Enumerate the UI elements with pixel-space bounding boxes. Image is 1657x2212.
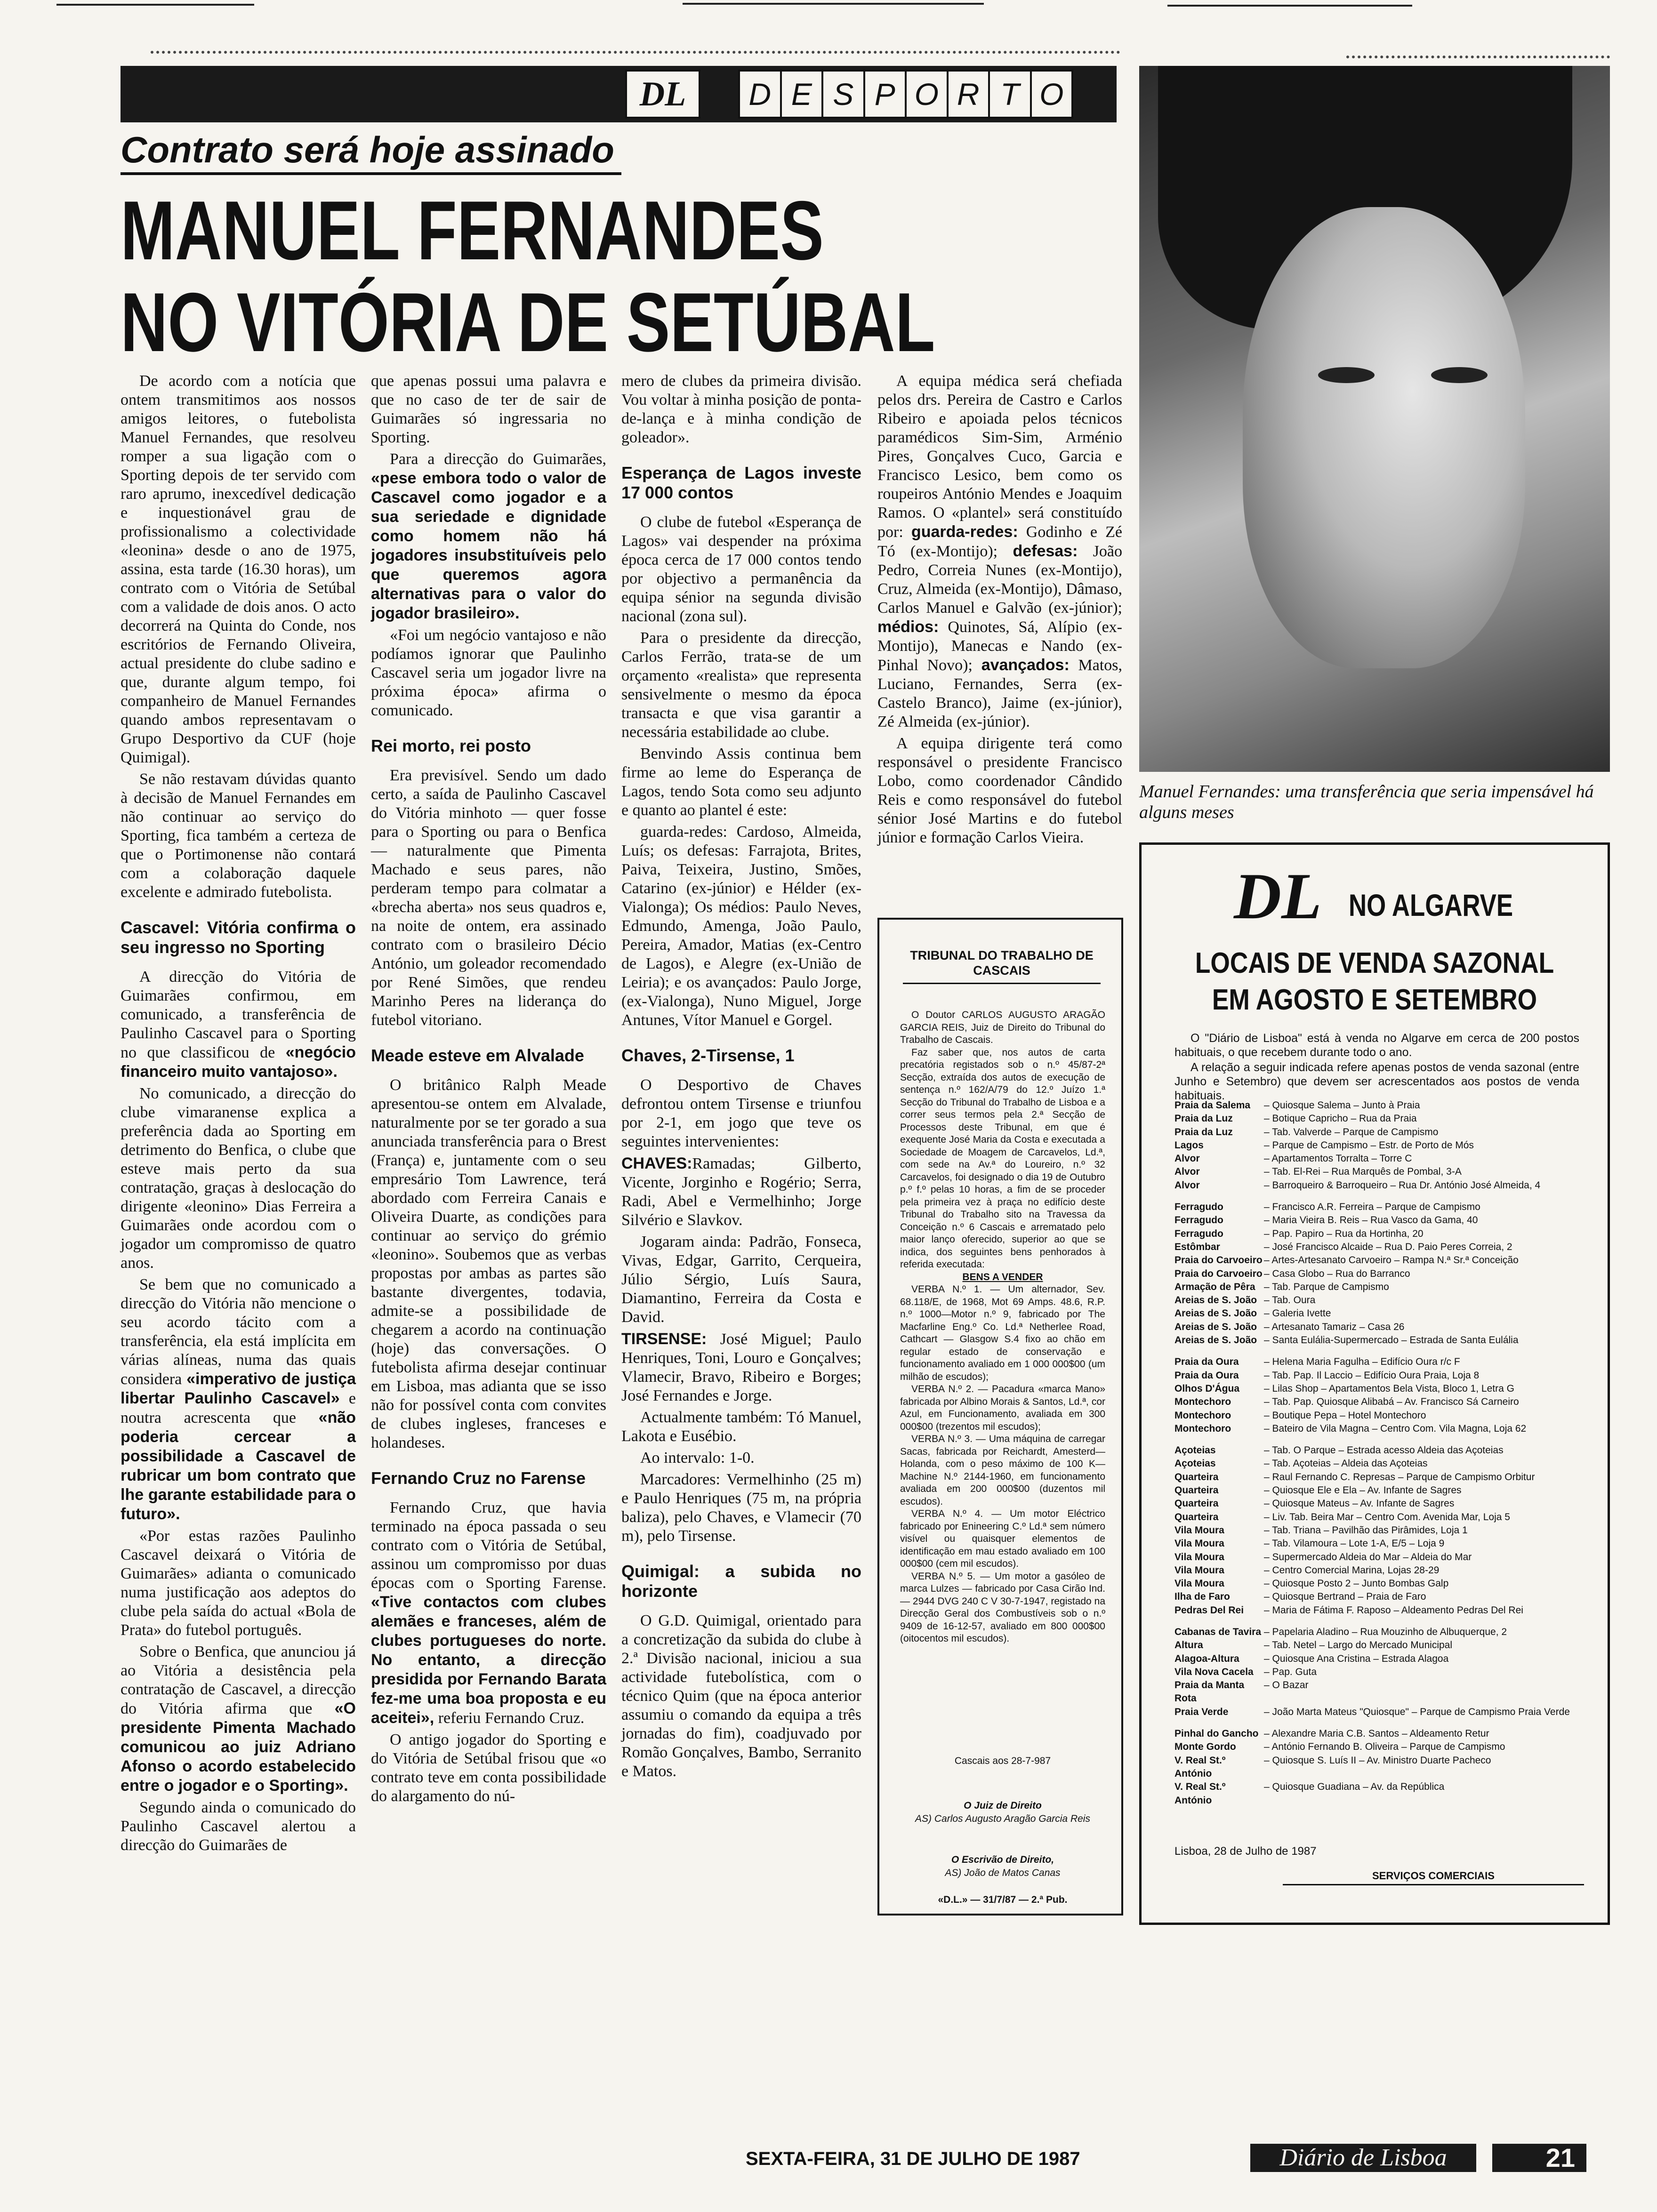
location-row xyxy=(1174,1471,1589,1484)
legal-notice: TRIBUNAL DO TRABALHO DE CASCAIS O Doutor CARLOS AUGUSTO ARAGÃO GARCIA REIS, Juiz de Direito do Tribunal do Trabalho de Cascais. Faz saber que, nos autos de carta precatória registados sob o n.º 45/87-2ª Secção, extraída dos autos de execução de sentença n.º 162/A/79 do 12.º Juízo 1.ª Secção do Tribunal do Trabalho de Lisboa e a correr seus termos pela 2.ª Secção de Processos deste Tribunal, em que é exequente José Maria da Costa e executada a Sociedade de Moagem de Carcavelos, Ld.ª, com sede na Av.ª do Loureiro, n.º 32 Carcavelos, foi designado o dia 19 de Outubro p.º f.º pelas 10 horas, a fim de se proceder pela primeira vez à praça no edifício deste Tribunal do Trabalho sito na Travessa da Conceição n.º 6 Cascais e arrematado pelo maior lanço oferecido, superior ao que se indica, dos seguintes bens penhorados à referida executada: BENS A VENDER VERBA N.º 1. — Um alternador, Sev. 68.118/E, de 1968, Mot 69 Amps. 48.6, R.P. n.º 1000—Motor n.º 9, fabricado por The Macfarline Eng.º Co. Ld.ª Netherlee Road, Cathcart — Glasgow S.4 fixo ao chão em regular estado de conservação e funcionamento avaliado em 1 000 000$00 (um milhão de escudos); VERBA N.º 2. — Pacadura «marca Mano» fabricada por Albino Morais & Santos, Ld.ª, cor Azul, em Funcionamento, avaliada em 300 000$00 (trezentos mil escudos); VERBA N.º 3. — Uma máquina de carregar Sacas, fabricada por Reichardt, Amesterd—Holanda, com o peso máximo de 100 K—Machine N.º 2144-1960, em funcionamento avaliada em 200 000$00 (duzentos mil escudos). VERBA N.º 4. — Um motor Eléctrico fabricado por Enineering C.º Ld.ª sem número visível ou quaisquer elementos de identificação em mau estado avaliado em 100 000$00 (cem mil escudos). VERBA N.º 5. — Um motor a gasóleo de marca Lulzes — fabricado por Casa Cirão Ind. — 2944 DVG 240 C V 30-7-1947, registado na Direcção Geral dos Combustíveis sob o n.º 9409 de 16-12-57, avaliado em 800 000$00 (oitocentos mil escudos). Cascais aos 28-7-987 O Juiz de Direito AS) Carlos Augusto Aragão Garcia Reis O Escrivão de Direito, AS) João de Matos Canas «D.L.» — 31/7/87 — 2.ª Pub. xyxy=(877,918,1123,1915)
section-name: D E S P O R T O xyxy=(738,70,1073,119)
location-description: – Tab. Pap. Quiosque Alibabá – Av. Francisco Sá Carneiro xyxy=(1264,1396,1519,1408)
location-row xyxy=(1174,1679,1589,1706)
location-place: Areias de S. João xyxy=(1174,1295,1257,1306)
location-place: Praia Verde xyxy=(1174,1706,1229,1717)
location-description: – Tab. Oura xyxy=(1264,1295,1316,1306)
location-place: Ferragudo xyxy=(1174,1202,1223,1213)
location-place: Vila Moura xyxy=(1174,1551,1224,1563)
location-description: – Tab. Parque de Campismo xyxy=(1264,1281,1389,1292)
section-logo: DL xyxy=(625,70,700,119)
location-row xyxy=(1174,1126,1589,1139)
location-row xyxy=(1174,1652,1589,1666)
location-place: Pinhal do Gancho xyxy=(1174,1728,1259,1739)
subhead-rei-morto: Rei morto, rei posto xyxy=(371,736,531,755)
dl-logo: DL xyxy=(1234,860,1322,933)
location-row xyxy=(1174,1740,1589,1754)
location-description: – Helena Maria Fagulha – Edifício Oura r/c F xyxy=(1264,1356,1460,1368)
location-place: Praia do Carvoeiro xyxy=(1174,1255,1263,1266)
location-row xyxy=(1174,1444,1589,1457)
location-place: Ferragudo xyxy=(1174,1215,1223,1226)
location-description: – Pap. Papiro – Rua da Hortinha, 20 xyxy=(1264,1228,1424,1239)
location-description: – O Bazar xyxy=(1264,1680,1309,1691)
location-place: Praia da Luz xyxy=(1174,1126,1233,1138)
location-row xyxy=(1174,1577,1589,1590)
location-description: – Quiosque Salema – Junto à Praia xyxy=(1264,1100,1420,1111)
location-description: – Quiosque Guadiana – Av. da República xyxy=(1264,1781,1445,1793)
location-row xyxy=(1174,1409,1589,1422)
location-row xyxy=(1174,1497,1589,1510)
location-description: – Galeria Ivette xyxy=(1264,1308,1331,1319)
location-place: Praia da Oura xyxy=(1174,1370,1239,1381)
location-row xyxy=(1174,1727,1589,1740)
location-place: Altura xyxy=(1174,1640,1203,1651)
location-description: – Quiosque Ele e Ela – Av. Infante de Sagres xyxy=(1264,1485,1462,1496)
location-description: – Tab. El-Rei – Rua Marquês de Pombal, 3-A xyxy=(1264,1166,1462,1178)
location-description: – Raul Fernando C. Represas – Parque de Campismo Orbitur xyxy=(1264,1471,1535,1483)
location-description: – Tab. Triana – Pavilhão das Pirâmides, Loja 1 xyxy=(1264,1524,1468,1536)
location-place: Vila Moura xyxy=(1174,1564,1224,1576)
location-row xyxy=(1174,1484,1589,1497)
location-description: – Quiosque Bertrand – Praia de Faro xyxy=(1264,1591,1426,1603)
location-description: – Bateiro de Vila Magna – Centro Com. Vila Magna, Loja 62 xyxy=(1264,1423,1527,1434)
legal-title: TRIBUNAL DO TRABALHO DE CASCAIS xyxy=(903,948,1101,984)
location-place: Lagos xyxy=(1174,1139,1204,1151)
headline-line-2: NO VITÓRIA DE SETÚBAL xyxy=(121,275,935,369)
location-row xyxy=(1174,1099,1589,1112)
location-row xyxy=(1174,1254,1589,1267)
location-description: – Alexandre Maria C.B. Santos – Aldeamento Retur xyxy=(1264,1728,1489,1739)
location-description: – Papelaria Aladino – Rua Mouzinho de Albuquerque, 2 xyxy=(1264,1626,1507,1637)
location-row xyxy=(1174,1395,1589,1409)
location-description: – Tab. Açoteias – Aldeia das Açoteias xyxy=(1264,1458,1428,1469)
location-row xyxy=(1174,1382,1589,1395)
location-place: Ilha de Faro xyxy=(1174,1591,1230,1603)
location-row xyxy=(1174,1267,1589,1281)
ad-region: NO ALGARVE xyxy=(1349,888,1513,922)
location-description: – Liv. Tab. Beira Mar – Centro Com. Avenida Mar, Loja 5 xyxy=(1264,1511,1510,1523)
location-place: Praia do Carvoeiro xyxy=(1174,1268,1263,1279)
ad-services: SERVIÇOS COMERCIAIS xyxy=(1283,1870,1584,1885)
top-rule xyxy=(0,0,1657,10)
location-place: Vila Moura xyxy=(1174,1578,1224,1589)
location-place: V. Real St.º António xyxy=(1174,1755,1226,1779)
location-description: – Tab. Netel – Largo do Mercado Municipal xyxy=(1264,1640,1453,1651)
location-place: Praia da Salema xyxy=(1174,1100,1251,1111)
location-description: – Quiosque Mateus – Av. Infante de Sagres xyxy=(1264,1498,1455,1509)
masthead: Diário de Lisboa xyxy=(1250,2144,1476,2172)
page-date: SEXTA-FEIRA, 31 DE JULHO DE 1987 xyxy=(746,2148,1080,2169)
location-row xyxy=(1174,1754,1589,1781)
location-row xyxy=(1174,1165,1589,1178)
location-place: Quarteira xyxy=(1174,1511,1219,1523)
location-place: Montechoro xyxy=(1174,1396,1231,1408)
location-description: – Tab. Pap. Il Laccio – Edifício Oura Praia, Loja 8 xyxy=(1264,1370,1480,1381)
location-description: – Quiosque Ana Cristina – Estrada Alagoa xyxy=(1264,1653,1449,1664)
location-place: Alvor xyxy=(1174,1153,1200,1164)
dotted-rule-right xyxy=(1346,56,1610,58)
location-place: Olhos D'Água xyxy=(1174,1383,1239,1394)
location-description: – João Marta Mateus "Quiosque" – Parque de Campismo Praia Verde xyxy=(1264,1706,1570,1717)
algarve-advertisement xyxy=(1139,842,1610,1925)
location-row xyxy=(1174,1551,1589,1564)
location-row xyxy=(1174,1564,1589,1577)
location-place: Praia da Oura xyxy=(1174,1356,1239,1368)
subhead-quimigal: Quimigal: a subida no horizonte xyxy=(621,1562,861,1601)
dotted-rule-left xyxy=(151,51,1120,54)
subhead-fernando-cruz: Fernando Cruz no Farense xyxy=(371,1468,586,1488)
location-description: – Centro Comercial Marina, Lojas 28-29 xyxy=(1264,1564,1440,1576)
location-row xyxy=(1174,1241,1589,1254)
location-place: Alagoa-Altura xyxy=(1174,1653,1239,1664)
location-row xyxy=(1174,1780,1589,1807)
location-row xyxy=(1174,1294,1589,1307)
location-row xyxy=(1174,1590,1589,1603)
location-place: Praia da Manta Rota xyxy=(1174,1680,1245,1704)
location-row xyxy=(1174,1626,1589,1639)
location-place: Areias de S. João xyxy=(1174,1321,1257,1332)
location-description: – Francisco A.R. Ferreira – Parque de Campismo xyxy=(1264,1202,1480,1213)
player-photo xyxy=(1139,66,1610,772)
legal-body: O Doutor CARLOS AUGUSTO ARAGÃO GARCIA REIS, Juiz de Direito do Tribunal do Trabalho de Cascais. Faz saber que, nos autos de carta precatória registados sob o n.º 45/87-2ª Secção, extraída dos autos de execução de sentença n.º 162/A/79 do 12.º Juízo 1.ª Secção do Tribunal do Trabalho de Lisboa e a correr seus termos pela 2.ª Secção de Processos deste Tribunal, em que é exequente José Maria da Costa e executada a Sociedade de Moagem de Carcavelos, Ld.ª, com sede na Av.ª do Loureiro, n.º 32 Carcavelos, foi designado o dia 19 de Outubro p.º f.º pelas 10 horas, a fim de se proceder pela primeira vez à praça no edifício deste Tribunal do Trabalho sito na Travessa da Conceição n.º 6 Cascais e arrematado pelo maior lanço oferecido, superior ao que se indica, dos seguintes bens penhorados à referida executada: BENS A VENDER VERBA N.º 1. — Um alternador, Sev. 68.118/E, de 1968, Mot 69 Amps. 48.6, R.P. n.º 1000—Motor n.º 9, fabricado por The Macfarline Eng.º Co. Ld.ª Netherlee Road, Cathcart — Glasgow S.4 fixo ao chão em regular estado de conservação e funcionamento avaliado em 1 000 000$00 (um milhão de escudos); VERBA N.º 2. — Pacadura «marca Mano» fabricada por Albino Morais & Santos, Ld.ª, cor Azul, em Funcionamento, avaliada em 300 000$00 (trezentos mil escudos); VERBA N.º 3. — Uma máquina de carregar Sacas, fabricada por Reichardt, Amesterd—Holanda, com o peso máximo de 100 K—Machine N.º 2144-1960, em funcionamento avaliada em 200 000$00 (duzentos mil escudos). VERBA N.º 4. — Um motor Eléctrico fabricado por Enineering C.º Ld.ª sem número visível ou quaisquer elementos de identificação em mau estado avaliado em 100 000$00 (cem mil escudos). VERBA N.º 5. — Um motor a gasóleo de marca Lulzes — fabricado por Casa Cirão Ind. — 2944 DVG 240 C V 30-7-1947, registado na Direcção Geral dos Combustíveis sob o n.º 9409 de 16-12-57, avaliado em 800 000$00 (oitocentos mil escudos). xyxy=(900,1010,1105,1644)
location-row xyxy=(1174,1201,1589,1214)
location-row xyxy=(1174,1321,1589,1334)
location-row xyxy=(1174,1152,1589,1165)
location-row xyxy=(1174,1227,1589,1241)
location-place: Vila Moura xyxy=(1174,1524,1224,1536)
location-description: – Quiosque Posto 2 – Junto Bombas Galp xyxy=(1264,1578,1449,1589)
location-description: – Apartamentos Torralta – Torre C xyxy=(1264,1153,1412,1164)
location-description: – Supermercado Aldeia do Mar – Aldeia do Mar xyxy=(1264,1551,1472,1563)
location-place: Ferragudo xyxy=(1174,1228,1223,1239)
location-row xyxy=(1174,1307,1589,1320)
location-row xyxy=(1174,1604,1589,1617)
ad-intro: O "Diário de Lisboa" está à venda no Algarve em cerca de 200 postos habituais, o que recebem durante todo o ano. A relação a seguir indicada refere apenas postos de venda sazonal (entre Junho e Setembro) que devem ser acrescentados aos postos de venda habituais. xyxy=(1174,1032,1579,1102)
location-description: – José Francisco Alcaide – Rua D. Paio Peres Correia, 2 xyxy=(1264,1241,1512,1252)
location-row xyxy=(1174,1422,1589,1435)
location-description: – Tab. O Parque – Estrada acesso Aldeia das Açoteias xyxy=(1264,1445,1504,1456)
subhead-chaves-tirsense: Chaves, 2-Tirsense, 1 xyxy=(621,1046,795,1065)
location-place: Alvor xyxy=(1174,1179,1200,1191)
location-place: Areias de S. João xyxy=(1174,1335,1257,1346)
article-column-3: mero de clubes da primeira divisão. Vou voltar à minha posição de ponta-de-lança e à minha condição de goleador». Esperança de Lagos investe 17 000 contos O clube de futebol «Esperança de Lagos» vai despender na próxima época cerca de 17 000 contos tendo por objectivo a permanência da equipa sénior na segunda divisão nacional (zona sul). Para o presidente da direcção, Carlos Ferrão, trata-se de um orçamento «realista» que representa sensivelmente o mesmo da época transacta e que visa garantir a necessária estabilidade ao clube. Benvindo Assis continua bem firme ao leme do Esperança de Lagos, tendo Sota como seu adjunto e quanto ao plantel é este: guarda-redes: Cardoso, Almeida, Luís; os defesas: Farrajota, Brites, Paiva, Teixeira, Justino, Smões, Catarino (ex-júnior) e Hélder (ex-Vialonga); Os médios: Paulo Neves, Edmundo, Amenga, João Paulo, Pereira, Amador, Matias (ex-Centro de Lagos), e Alegre (ex-União de Leiria); e os avançados: Paulo Jorge, (ex-Vialonga), Nuno Miguel, Jorge Antunes, Vítor Manuel e Gorgel. Chaves, 2-Tirsense, 1 O Desportivo de Chaves defrontou ontem Tirsense e triunfou por 2-1, em jogo que teve os seguintes intervenientes: CHAVES:Ramadas; Gilberto, Vicente, Jorginho e Rogério; Serra, Radi, Abel e Vermelhinho; Jorge Silvério e Slavkov. Jogaram ainda: Padrão, Fonseca, Vivas, Edgar, Garrito, Cerqueira, Júlio Sérgio, Luís Saura, Diamantino, Ferreira da Costa e David. TIRSENSE: José Miguel; Paulo Henriques, Toni, Louro e Gonçalves; Vlamecir, Bravo, Ribeiro e Borges; José Fernandes e Jorge. Actualmente também: Tó Manuel, Lakota e Eusébio. Ao intervalo: 1-0. Marcadores: Vermelhinho (25 m) e Paulo Henriques (75 m, na própria baliza), pelo Chaves, e Vlamecir (70 m), pelo Tirsense. Quimigal: a subida no horizonte O G.D. Quimigal, orientado para a concretização da subida do clube à 2.ª Divisão nacional, iniciou a sua actividade futebolística, com o técnico Quim (que na época anterior assumiu o comando da equipa a três jornadas do fim), coadjuvado por Romão Gonçalves, Bambo, Serranito e Matos. xyxy=(621,372,861,1780)
article-column-2: que apenas possui uma palavra e que no caso de ter de sair de Guimarães só ingressaria no Sporting. Para a direcção do Guimarães, «pese embora todo o valor de Cascavel como jogador e a sua seriedade e dignidade como homem não há jogadores insubstituíveis pelo que queremos agora alternativas para o valor do jogador brasileiro». «Foi um negócio vantajoso e não podíamos ignorar que Paulinho Cascavel seria um jogador livre na próxima época» afirma o comunicado. Rei morto, rei posto Era previsível. Sendo um dado certo, a saída de Paulinho Cascavel do Vitória minhoto — quer fosse para o Sporting ou para o Benfica — naturalmente que Pimenta Machado e seus pares, não perderam tempo para colmatar a «brecha aberta» nos seus quadros e, na noite de ontem, era assinado contrato com o brasileiro Décio António, um goleador recomendado por René Simões, que rendeu Marinho Peres na liderança do futebol vitoriano. Meade esteve em Alvalade O britânico Ralph Meade apresentou-se ontem em Alvalade, naturalmente por se ter gorado a sua anunciada transferência para o Brest (França) e, juntamente com o seu empresário Tom Lawrence, terá abordado com Ferreira Canais e Oliveira Duarte, as condições para continuar ao serviço do grémio «leonino». Soubemos que as verbas propostas por ambas as partes são bastante divergentes, todavia, admite-se a possibilidade de chegarem a acordo na continuação (hoje) das conversações. O futebolista afirma desejar continuar em Lisboa, mas adianta que se isso não for possível conta com convites de clubes ingleses, franceses e holandeses. Fernando Cruz no Farense Fernando Cruz, que havia terminado na época passada o seu contrato com o Vitória de Setúbal, assinou um compromisso por duas épocas com o Sporting Farense. «Tive contactos com clubes alemães e franceses, além de clubes portugueses do norte. No entanto, a direcção presidida por Fernando Barata fez-me uma boa proposta e eu aceitei», referiu Fernando Cruz. O antigo jogador do Sporting e do Vitória de Setúbal frisou que «o contrato teve em conta possibilidade do alargamento do nú- xyxy=(371,372,606,1805)
location-row xyxy=(1174,1511,1589,1524)
headline-line-1: MANUEL FERNANDES xyxy=(121,184,824,277)
location-place: Armação de Pêra xyxy=(1174,1281,1255,1292)
location-place: Vila Moura xyxy=(1174,1538,1224,1549)
subhead-esperanca-lagos: Esperança de Lagos investe 17 000 contos xyxy=(621,463,861,502)
location-place: Quarteira xyxy=(1174,1498,1219,1509)
location-description: – Artesanato Tamariz – Casa 26 xyxy=(1264,1321,1405,1332)
location-place: Praia da Luz xyxy=(1174,1113,1233,1124)
location-place: Alvor xyxy=(1174,1166,1200,1178)
ad-signature: Lisboa, 28 de Julho de 1987 xyxy=(1174,1845,1317,1858)
locations-list xyxy=(1174,1099,1589,1807)
location-place: Pedras Del Rei xyxy=(1174,1604,1244,1616)
location-row xyxy=(1174,1537,1589,1550)
location-description: – Barroqueiro & Barroqueiro – Rua Dr. António José Almeida, 4 xyxy=(1264,1179,1541,1191)
location-place: Vila Nova Cacela xyxy=(1174,1666,1254,1677)
location-description: – Tab. Valverde – Parque de Campismo xyxy=(1264,1126,1439,1138)
location-row xyxy=(1174,1334,1589,1347)
location-row xyxy=(1174,1214,1589,1227)
location-description: – Quiosque S. Luís II – Av. Ministro Duarte Pacheco xyxy=(1264,1755,1491,1766)
location-description: – Parque de Campismo – Estr. de Porto de Mós xyxy=(1264,1139,1474,1151)
location-place: Cabanas de Tavira xyxy=(1174,1626,1262,1637)
location-description: – Botique Capricho – Rua da Praia xyxy=(1264,1113,1417,1124)
location-place: Açoteias xyxy=(1174,1458,1216,1469)
location-place: Quarteira xyxy=(1174,1485,1219,1496)
location-place: V. Real St.º António xyxy=(1174,1781,1226,1806)
location-place: Areias de S. João xyxy=(1174,1308,1257,1319)
location-row xyxy=(1174,1369,1589,1382)
location-place: Quarteira xyxy=(1174,1471,1219,1483)
page-number: 21 xyxy=(1492,2144,1586,2172)
location-place: Açoteias xyxy=(1174,1445,1216,1456)
location-description: – Maria Vieira B. Reis – Rua Vasco da Gama, 40 xyxy=(1264,1215,1478,1226)
location-description: – Pap. Guta xyxy=(1264,1666,1317,1677)
location-description: – Tab. Vilamoura – Lote 1-A, E/5 – Loja 9 xyxy=(1264,1538,1445,1549)
subhead-meade: Meade esteve em Alvalade xyxy=(371,1046,584,1065)
ad-title-line-2: EM AGOSTO E SETEMBRO xyxy=(1212,984,1537,1016)
subhead-cascavel: Cascavel: Vitória confirma o seu ingresso no Sporting xyxy=(121,918,356,957)
article-column-4: A equipa médica será chefiada pelos drs. Pereira de Castro e Carlos Ribeiro e apoiada pelos técnicos paramédicos Sim-Sim, Arménio Pires, Gonçalves Cuco, Garcia e Francisco Lesico, bem como os roupeiros António Mendes e Joaquim Ramos. O «plantel» será constituído por: guarda-redes: Godinho e Zé Tó (ex-Montijo); defesas: João Pedro, Correia Nunes (ex-Montijo), Cruz, Almeida (ex-Montijo), Dâmaso, Carlos Manuel e Galvão (ex-júnior); médios: Quinotes, Sá, Alípio (ex-Montijo), Manecas e Nando (ex-Pinhal Novo); avançados: Matos, Luciano, Fernandes, Serra (ex-Castelo Branco), Jaime (ex-júnior), Zé Almeida (ex-júnior). A equipa dirigente terá como responsável o presidente Francisco Lobo, como coordenador Cândido Reis e como responsável do futebol sénior José Martins e do futebol júnior e formação Carlos Vieira. xyxy=(877,372,1123,846)
location-description: – Artes-Artesanato Carvoeiro – Rampa N.ª Sr.ª Conceição xyxy=(1264,1255,1519,1266)
location-row xyxy=(1174,1706,1589,1719)
kicker: Contrato será hoje assinado xyxy=(121,127,621,175)
location-place: Montechoro xyxy=(1174,1410,1231,1421)
location-description: – António Fernando B. Oliveira – Parque de Campismo xyxy=(1264,1741,1505,1753)
location-row xyxy=(1174,1457,1589,1470)
location-row xyxy=(1174,1639,1589,1652)
location-row xyxy=(1174,1524,1589,1537)
location-row xyxy=(1174,1281,1589,1294)
location-place: Montechoro xyxy=(1174,1423,1231,1434)
location-row xyxy=(1174,1355,1589,1369)
location-row xyxy=(1174,1112,1589,1125)
location-place: Estômbar xyxy=(1174,1241,1220,1252)
location-description: – Boutique Pepa – Hotel Montechoro xyxy=(1264,1410,1426,1421)
location-row xyxy=(1174,1139,1589,1152)
location-row xyxy=(1174,1179,1589,1192)
location-row xyxy=(1174,1666,1589,1679)
article-column-1: De acordo com a notícia que ontem transmitimos aos nossos amigos leitores, o futebolista Manuel Fernandes, que resolveu romper a sua ligação com o Sporting depois de ter servido com raro aprumo, inexcedível dedicação e inquestionável grau de profissionalismo a colectividade «leonina» desde o ano de 1975, assina, esta tarde (16.30 horas), um contrato com o Vitória de Setúbal com a validade de dois anos. O acto decorrerá na Quinta do Conde, nos escritórios de Fernando Oliveira, actual presidente do clube sadino e que, durante algum tempo, foi companheiro de Manuel Fernandes quando ambos representavam o Grupo Desportivo da CUF (hoje Quimigal). Se não restavam dúvidas quanto à decisão de Manuel Fernandes em não continuar ao serviço do Sporting, fica também a certeza de que o Portimonense não contará com a colaboração daquele excelente e admirado futebolista. Cascavel: Vitória confirma o seu ingresso no Sporting A direcção do Vitória de Guimarães confirmou, em comunicado, a transferência de Paulinho Cascavel para o Sporting no que classificou de «negócio financeiro muito vantajoso». No comunicado, a direcção do clube vimaranense explica a preferência dada ao Sporting em detrimento do Benfica, o clube que esteve mais perto da sua contratação, graças à deslocação do dirigente «leonino» Dias Ferreira a Guimarães onde acordou com o jogador um compromisso de quatro anos. Se bem que no comunicado a direcção do Vitória não mencione o seu acordo tácito com a transferência, ela está implícita em várias alíneas, numa das quais considera «imperativo de justiça libertar Paulinho Cascavel» e noutra acrescenta que «não poderia cercear a possibilidade a Cascavel de rubricar um bom contrato que lhe garante estabilidade para o futuro». «Por estas razões Paulinho Cascavel deixará o Vitória de Guimarães» adianta o comunicado numa justificação aos adeptos do clube pela saída do actual «Bola de Prata» do futebol português. Sobre o Benfica, que anunciou já ao Vitória a desistência pela contratação de Cascavel, a direcção do Vitória afirma que «O presidente Pimenta Machado comunicou ao juiz Adriano Afonso o acordo estabelecido entre o jogador e o Sporting». Segundo ainda o comunicado do Paulinho Cascavel alertou a direcção do Guimarães de xyxy=(121,372,356,1854)
location-description: – Lilas Shop – Apartamentos Bela Vista, Bloco 1, Letra G xyxy=(1264,1383,1514,1394)
ad-title-line-1: LOCAIS DE VENDA SAZONAL xyxy=(1195,947,1554,979)
location-place: Monte Gordo xyxy=(1174,1741,1236,1753)
location-description: – Santa Eulália-Supermercado – Estrada de Santa Eulália xyxy=(1264,1335,1519,1346)
location-description: – Casa Globo – Rua do Barranco xyxy=(1264,1268,1410,1279)
photo-caption: Manuel Fernandes: uma transferência que seria impensável há alguns meses xyxy=(1139,782,1594,822)
location-description: – Maria de Fátima F. Raposo – Aldeamento Pedras Del Rei xyxy=(1264,1604,1523,1616)
